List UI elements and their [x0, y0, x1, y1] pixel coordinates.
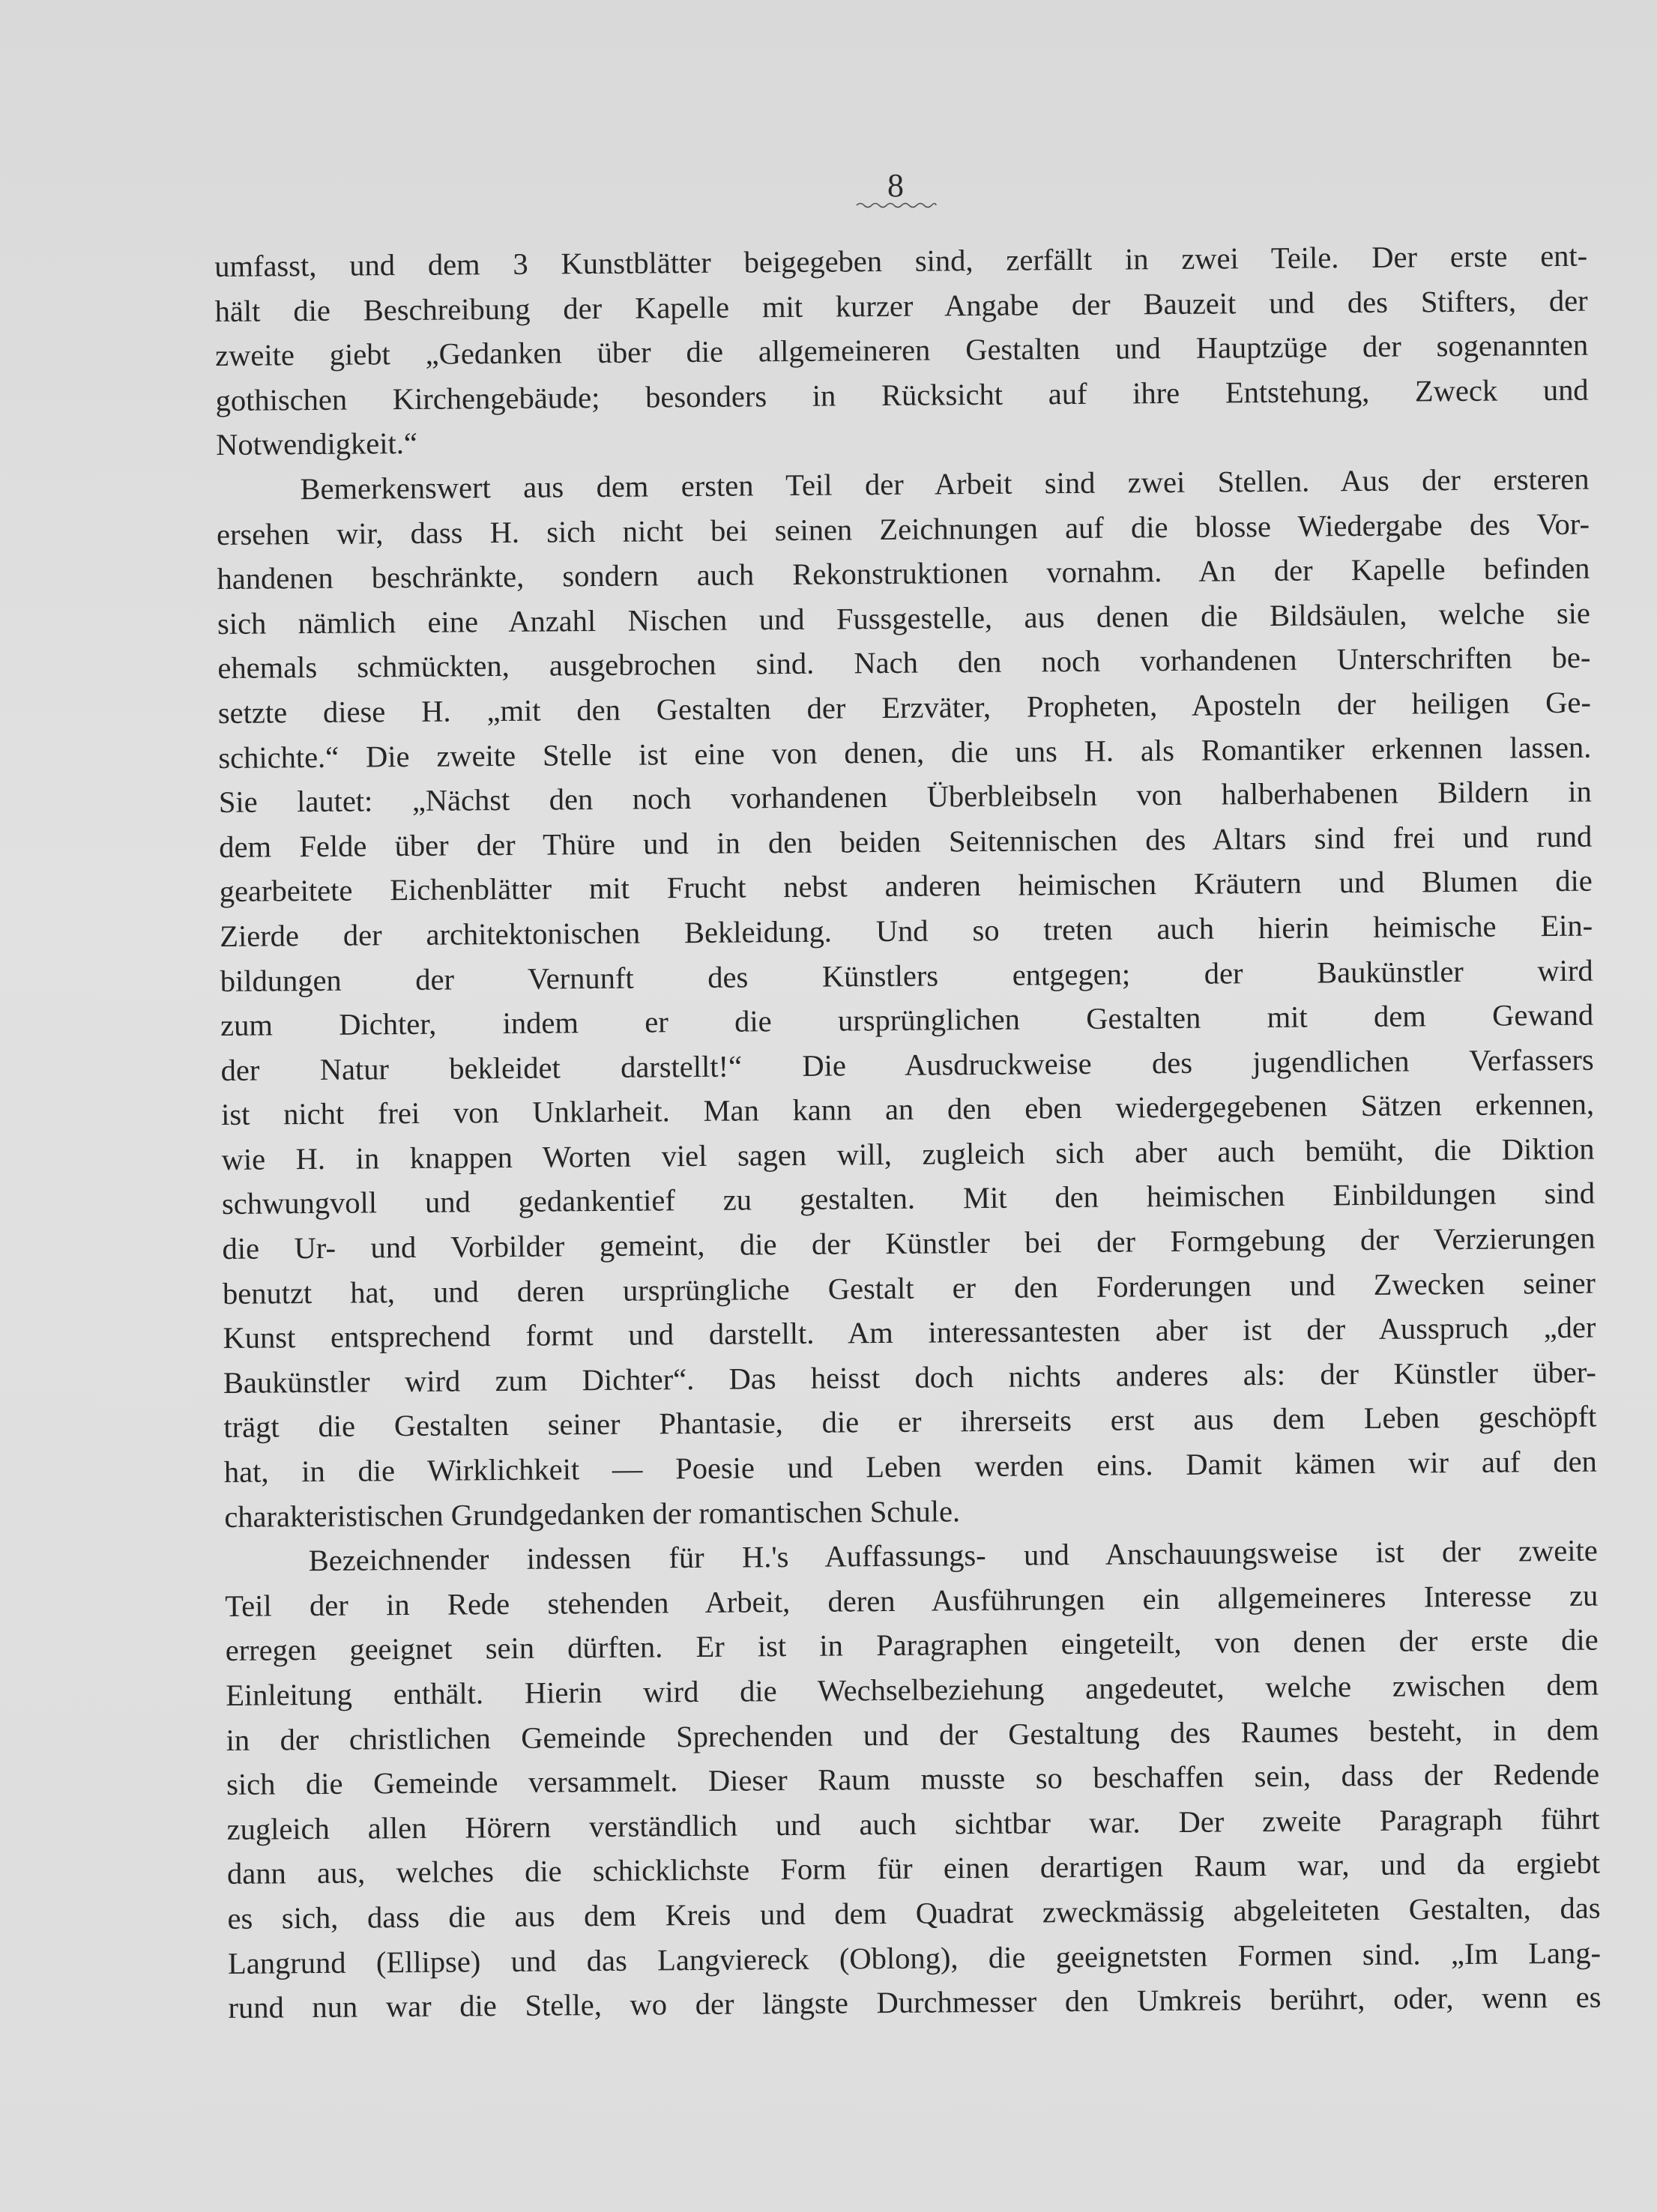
- text-line: die Ur- und Vorbilder gemeint, die der Künstler bei der Formgebung der Verzierungen: [222, 1221, 1596, 1266]
- text-line: hält die Beschreibung der Kapelle mit kurzer Angabe der Bauzeit und des Stifters, der: [214, 283, 1588, 328]
- text-line: hat, in die Wirklichkeit — Poesie und Leben werden eins. Damit kämen wir auf den: [223, 1444, 1597, 1489]
- text-line: charakteristischen Grundgedanken der romantischen Schule.: [224, 1493, 961, 1534]
- text-line: setzte diese H. „mit den Gestalten der Erzväter, Propheten, Aposteln der heiligen Ge-: [217, 685, 1592, 730]
- text-line: wie H. in knappen Worten viel sagen will, zugleich sich aber auch bemüht, die Diktion: [221, 1131, 1595, 1176]
- text-line: umfasst, und dem 3 Kunstblätter beigegeben sind, zerfällt in zwei Teile. Der erste ent-: [214, 238, 1588, 283]
- body-text: [214, 234, 1602, 2031]
- text-line: Baukünstler wird zum Dichter“. Das heisst doch nichts anderes als: der Künstler über-: [223, 1355, 1597, 1400]
- text-line: zum Dichter, indem er die ursprünglichen Gestalten mit dem Gewand: [220, 997, 1594, 1043]
- wavy-rule-ornament: [855, 201, 938, 210]
- text-line: in der christlichen Gemeinde Sprechenden und der Gestaltung des Raumes besteht, in dem: [226, 1712, 1599, 1757]
- text-line: gothischen Kirchengebäude; besonders in Rücksicht auf ihre Entstehung, Zweck und: [215, 372, 1589, 417]
- text-line: rund nun war die Stelle, wo der längste Durchmesser den Umkreis berührt, oder, wenn es: [228, 1980, 1602, 2025]
- text-line: es sich, dass die aus dem Kreis und dem Quadrat zweckmässig abgeleiteten Gestalten, das: [227, 1891, 1601, 1936]
- text-line: Sie lautet: „Nächst den noch vorhandenen Überbleibseln von halberhabenen Bildern in: [218, 774, 1592, 820]
- text-line: Einleitung enthält. Hierin wird die Wechselbeziehung angedeutet, welche zwischen dem: [226, 1667, 1599, 1712]
- text-line: sich die Gemeinde versammelt. Dieser Raum musste so beschaffen sein, dass der Redende: [226, 1756, 1600, 1802]
- text-line: Zierde der architektonischen Bekleidung. Und so treten auch hierin heimische Ein-: [220, 908, 1593, 953]
- text-line: zweite giebt „Gedanken über die allgemeineren Gestalten und Hauptzüge der sogenannten: [214, 327, 1589, 373]
- text-line: gearbeitete Eichenblätter mit Frucht nebst anderen heimischen Kräutern und Blumen die: [219, 863, 1593, 909]
- text-line: Bezeichnender indessen für H.'s Auffassungs- und Anschauungsweise ist der zweite: [308, 1533, 1598, 1578]
- text-line: ehemals schmückten, ausgebrochen sind. Nach den noch vorhandenen Unterschriften be-: [217, 640, 1591, 686]
- text-line: Teil der in Rede stehenden Arbeit, deren Ausführungen ein allgemeineres Interesse zu: [225, 1578, 1599, 1623]
- text-line: benutzt hat, und deren ursprüngliche Gestalt er den Forderungen und Zwecken seiner: [222, 1266, 1596, 1311]
- text-line: dann aus, welches die schicklichste Form für einen derartigen Raum war, und da ergiebt: [226, 1846, 1601, 1891]
- text-line: schwungvoll und gedankentief zu gestalten. Mit den heimischen Einbildungen sind: [221, 1176, 1596, 1221]
- text-line: trägt die Gestalten seiner Phantasie, die er ihrerseits erst aus dem Leben geschöpft: [223, 1400, 1597, 1445]
- text-line: schichte.“ Die zweite Stelle ist eine von denen, die uns H. als Romantiker erkennen lassen.: [218, 730, 1592, 775]
- text-line: dem Felde über der Thüre und in den beiden Seitennischen des Altars sind frei und rund: [219, 819, 1593, 864]
- text-line: sich nämlich eine Anzahl Nischen und Fussgestelle, aus denen die Bildsäulen, welche sie: [217, 596, 1591, 641]
- text-line: Notwendigkeit.“: [215, 426, 418, 462]
- text-line: Kunst entsprechend formt und darstellt. Am interessantesten aber ist der Ausspruch „der: [223, 1310, 1596, 1356]
- text-line: bildungen der Vernunft des Künstlers entgegen; der Baukünstler wird: [220, 953, 1593, 998]
- page-number: 8: [887, 167, 904, 204]
- text-line: der Natur bekleidet darstellt!“ Die Ausdruckweise des jugendlichen Verfassers: [220, 1042, 1594, 1087]
- text-line: ersehen wir, dass H. sich nicht bei seinen Zeichnungen auf die blosse Wiedergabe des Vor-: [216, 507, 1590, 552]
- text-line: erregen geeignet sein dürften. Er ist in Paragraphen eingeteilt, von denen der erste die: [225, 1622, 1599, 1668]
- text-line: zugleich allen Hörern verständlich und auch sichtbar war. Der zweite Paragraph führt: [226, 1801, 1600, 1846]
- text-line: Langrund (Ellipse) und das Langviereck (Oblong), die geeignetsten Formen sind. „Im Lang-: [227, 1936, 1602, 1980]
- text-line: Bemerkenswert aus dem ersten Teil der Arbeit sind zwei Stellen. Aus der ersteren: [300, 462, 1590, 507]
- text-line: ist nicht frei von Unklarheit. Man kann an den eben wiedergegebenen Sätzen erkennen,: [220, 1087, 1595, 1132]
- text-line: handenen beschränkte, sondern auch Rekonstruktionen vornahm. An der Kapelle befinden: [217, 551, 1590, 596]
